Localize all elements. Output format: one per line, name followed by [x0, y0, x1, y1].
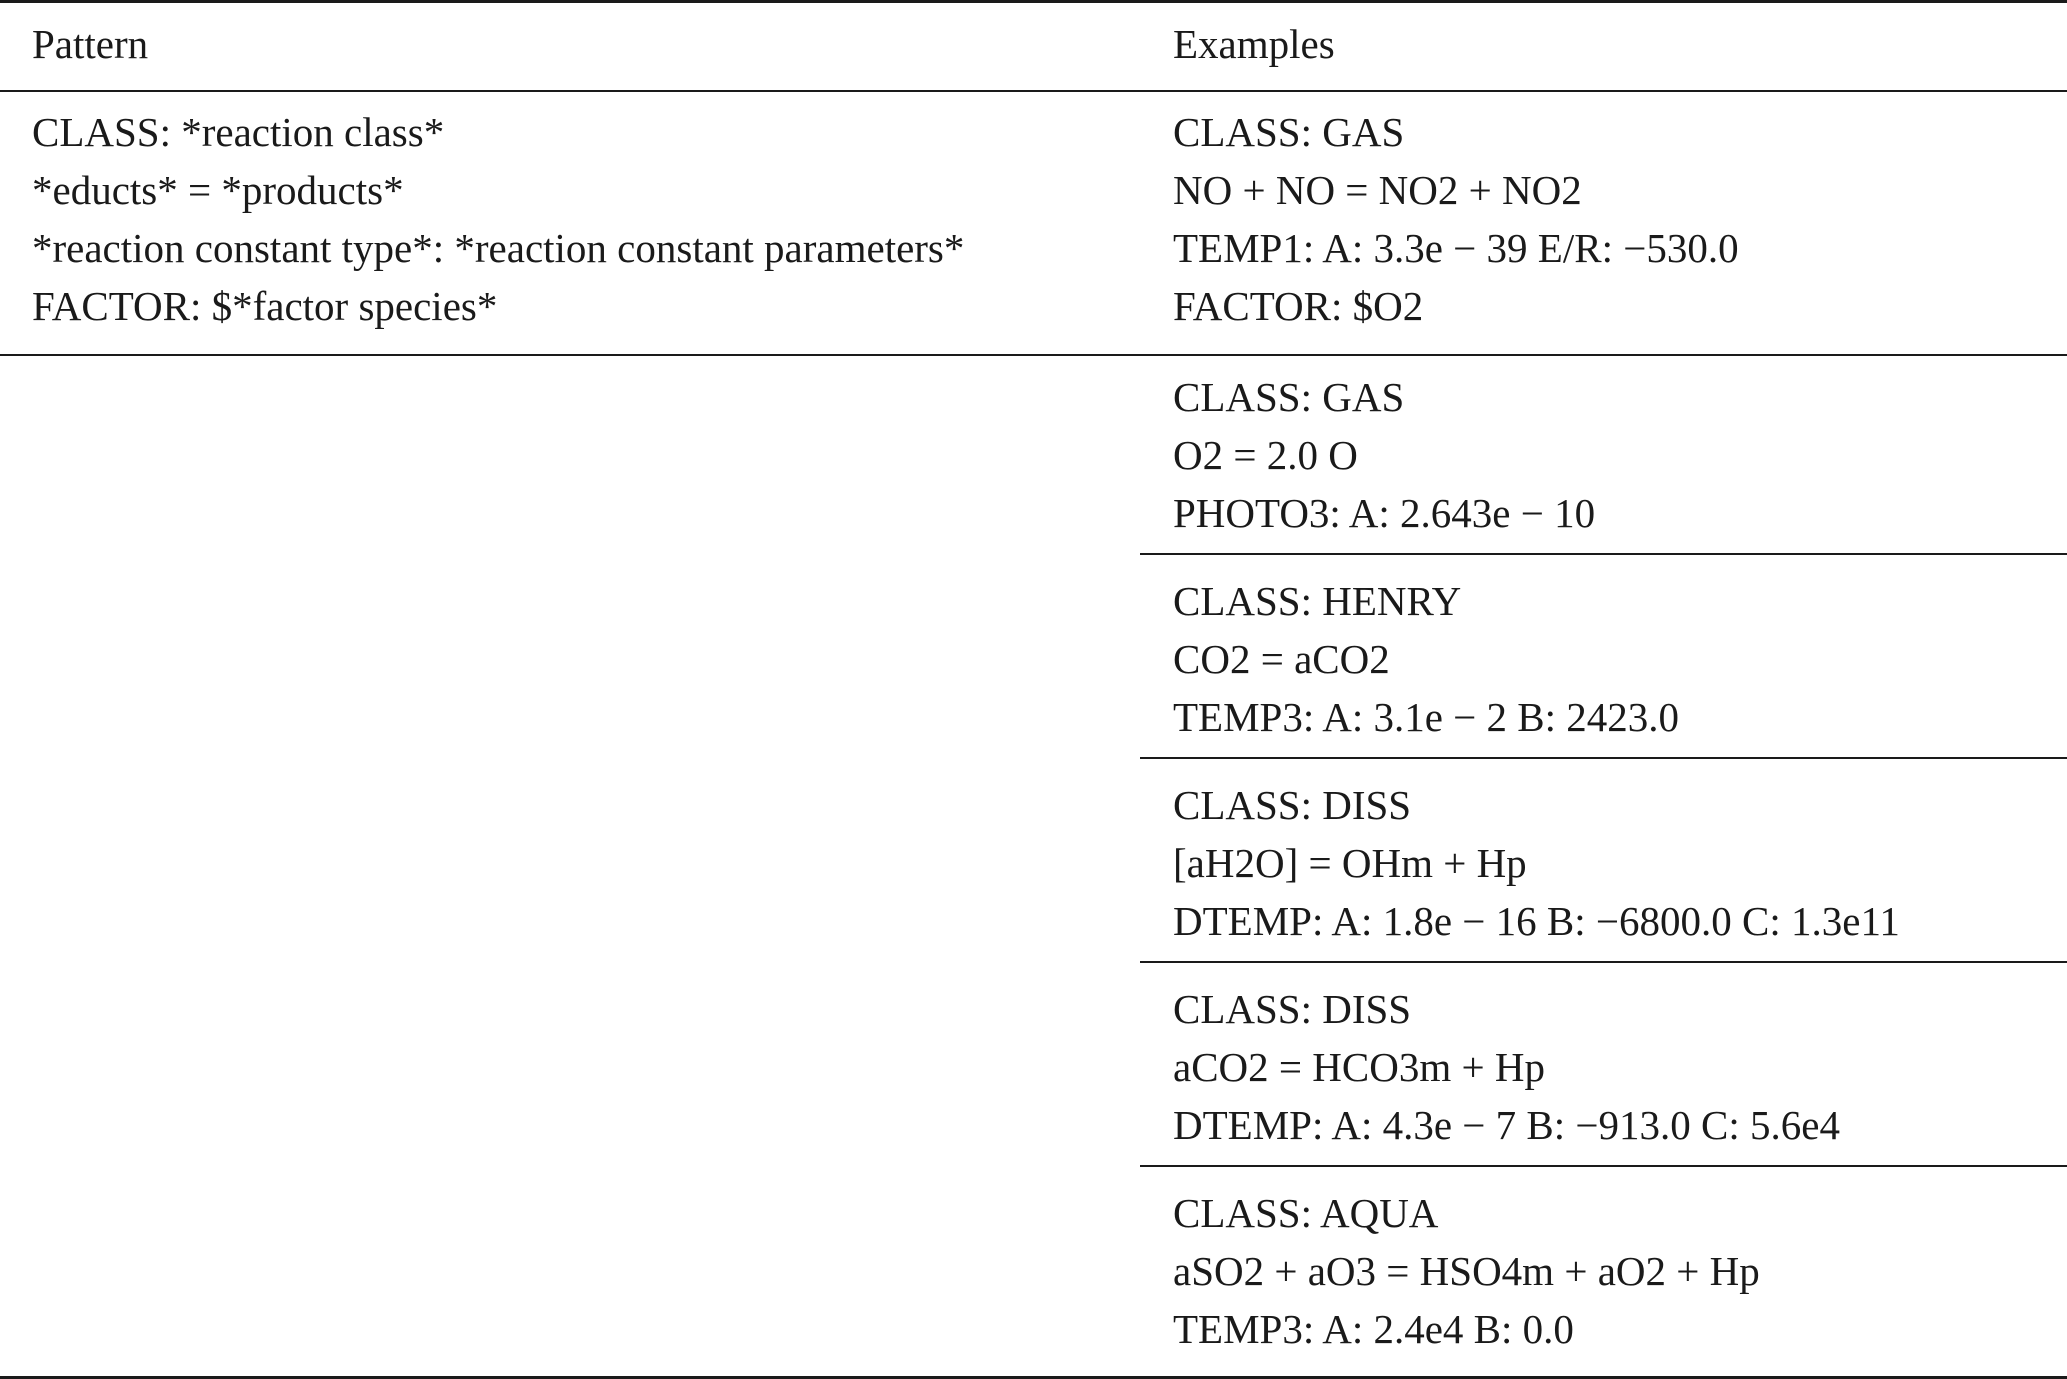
header-bottom-rule [0, 90, 2067, 92]
example-cell [1173, 368, 1595, 542]
header-pattern: Pattern [32, 21, 149, 67]
example-line: CO2 = aCO2 [1173, 636, 1390, 682]
example-cell [1173, 572, 1679, 746]
example-line: aCO2 = HCO3m + Hp [1173, 1044, 1545, 1090]
row-separator-rule [0, 354, 2067, 356]
example-cell [1173, 980, 1840, 1154]
example-line: aSO2 + aO3 = HSO4m + aO2 + Hp [1173, 1248, 1760, 1294]
example-line: CLASS: DISS [1173, 782, 1412, 828]
example-line: DTEMP: A: 1.8e − 16 B: −6800.0 C: 1.3e11 [1173, 898, 1900, 944]
example-line: CLASS: GAS [1173, 109, 1405, 155]
example-cell [1173, 776, 1900, 950]
example-line: CLASS: DISS [1173, 986, 1412, 1032]
example-separator-rule [1140, 961, 2067, 963]
example-line: [aH2O] = OHm + Hp [1173, 840, 1527, 886]
example-line: CLASS: HENRY [1173, 578, 1462, 624]
example-line: CLASS: GAS [1173, 374, 1405, 420]
pattern-cell [32, 103, 964, 335]
example-line: TEMP3: A: 2.4e4 B: 0.0 [1173, 1306, 1574, 1352]
example-separator-rule [1140, 757, 2067, 759]
example-separator-rule [1140, 1165, 2067, 1167]
example-line: PHOTO3: A: 2.643e − 10 [1173, 490, 1596, 536]
pattern-line: CLASS: *reaction class* [32, 109, 445, 155]
example-line: DTEMP: A: 4.3e − 7 B: −913.0 C: 5.6e4 [1173, 1102, 1840, 1148]
pattern-line: *reaction constant type*: *reaction constant parameters* [32, 225, 965, 271]
example-line: CLASS: AQUA [1173, 1190, 1439, 1236]
example-line: TEMP1: A: 3.3e − 39 E/R: −530.0 [1173, 225, 1739, 271]
example-line: NO + NO = NO2 + NO2 [1173, 167, 1582, 213]
example-cell [1173, 1184, 1760, 1358]
pattern-line: *educts* = *products* [32, 167, 404, 213]
table-top-rule [0, 0, 2067, 3]
pattern-line: FACTOR: $*factor species* [32, 283, 498, 329]
example-separator-rule [1140, 553, 2067, 555]
header-examples: Examples [1173, 21, 1335, 67]
example-cell [1173, 103, 1739, 335]
example-line: FACTOR: $O2 [1173, 283, 1424, 329]
example-line: TEMP3: A: 3.1e − 2 B: 2423.0 [1173, 694, 1680, 740]
example-line: O2 = 2.0 O [1173, 432, 1358, 478]
